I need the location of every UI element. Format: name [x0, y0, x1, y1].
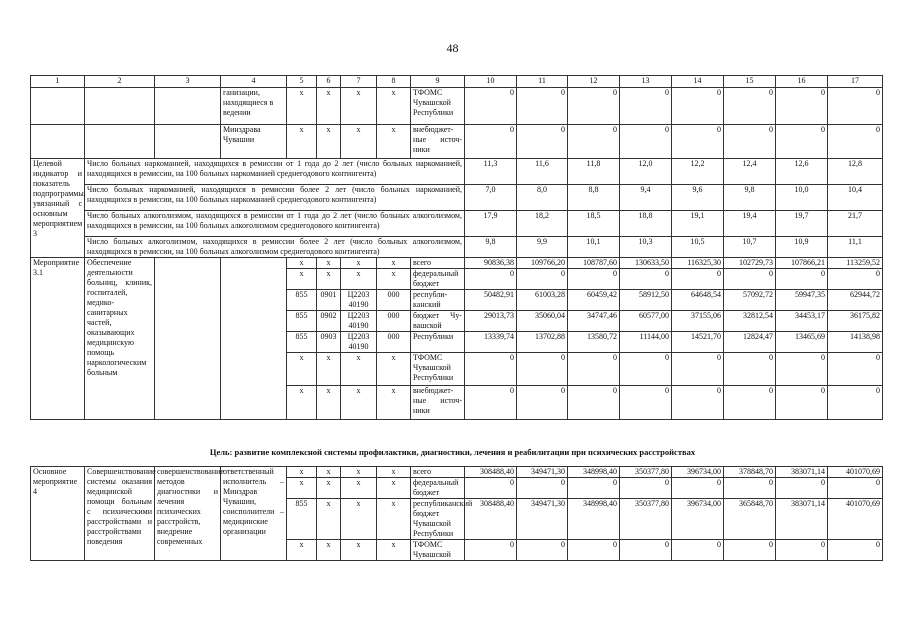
indicator-value-cell: 9,8 [465, 237, 517, 258]
value-cell: 0 [517, 386, 568, 420]
value-cell: 0 [517, 125, 568, 159]
value-cell: 0 [517, 269, 568, 290]
indicator-row [31, 159, 883, 185]
executor-cell: Минздрава Чувашии [221, 125, 287, 159]
code-cell: x [341, 88, 377, 125]
value-cell: 116325,30 [672, 258, 724, 269]
value-cell: 0 [517, 540, 568, 561]
code-cell: x [287, 467, 317, 478]
code-cell: x [341, 467, 377, 478]
code-cell: x [287, 478, 317, 499]
code-cell: x [377, 467, 411, 478]
indicator-value-cell: 21,7 [828, 211, 883, 237]
indicator-value-cell: 10,1 [568, 237, 620, 258]
code-cell: x [377, 125, 411, 159]
value-cell: 0 [620, 478, 672, 499]
value-cell: 59947,35 [776, 290, 828, 311]
value-cell: 0 [672, 386, 724, 420]
code-cell: x [317, 269, 341, 290]
indicator-value-cell: 10,7 [724, 237, 776, 258]
code-cell: x [341, 499, 377, 540]
code-cell: x [287, 125, 317, 159]
code-cell: Ц2203 40190 [341, 290, 377, 311]
code-cell: x [317, 125, 341, 159]
value-cell: 0 [672, 478, 724, 499]
indicator-value-cell: 12,4 [724, 159, 776, 185]
indicator-value-cell: 9,6 [672, 185, 724, 211]
value-cell: 0 [724, 386, 776, 420]
code-cell: x [377, 353, 411, 386]
indicator-value-cell: 10,0 [776, 185, 828, 211]
indicator-text-cell: Число больных наркоманией, находящихся в ремиссии от 1 года до 2 лет (число больных наркоманией, находящихся в ремиссии, на 100 больных наркоманией среднегодового контингента) [85, 159, 465, 185]
indicator-value-cell: 12,2 [672, 159, 724, 185]
value-cell: 13465,69 [776, 332, 828, 353]
code-cell: Ц2203 40190 [341, 332, 377, 353]
value-cell: 0 [517, 478, 568, 499]
value-cell: 61003,28 [517, 290, 568, 311]
code-cell: x [287, 540, 317, 561]
measure-tasks-cell: совершенствование методов диагностики и лечения психических расстройств, внедрение современных [155, 467, 221, 561]
code-cell: 855 [287, 290, 317, 311]
table-row [31, 258, 883, 269]
value-cell: 34747,46 [568, 311, 620, 332]
code-cell: 855 [287, 499, 317, 540]
value-cell: 0 [672, 540, 724, 561]
indicator-value-cell: 18,8 [620, 211, 672, 237]
value-cell: 0 [517, 88, 568, 125]
value-cell: 12824,47 [724, 332, 776, 353]
value-cell: 0 [776, 269, 828, 290]
indicator-row [31, 185, 883, 211]
code-cell: 000 [377, 290, 411, 311]
value-cell: 383071,14 [776, 499, 828, 540]
indicator-value-cell: 19,1 [672, 211, 724, 237]
column-number-row [31, 76, 883, 88]
value-cell: 108787,60 [568, 258, 620, 269]
code-cell: x [287, 269, 317, 290]
value-cell: 401070,69 [828, 499, 883, 540]
value-cell: 308488,40 [465, 499, 517, 540]
value-cell: 113259,52 [828, 258, 883, 269]
value-cell: 102729,73 [724, 258, 776, 269]
indicator-value-cell: 10,9 [776, 237, 828, 258]
value-cell: 0 [517, 353, 568, 386]
code-cell: x [377, 88, 411, 125]
value-cell: 0 [828, 540, 883, 561]
value-cell: 396734,00 [672, 467, 724, 478]
column-number-cell: 9 [411, 76, 465, 88]
column-number-cell: 5 [287, 76, 317, 88]
code-cell: x [377, 499, 411, 540]
value-cell: 50482,91 [465, 290, 517, 311]
column-number-cell: 16 [776, 76, 828, 88]
code-cell: x [287, 386, 317, 420]
empty-cell [31, 88, 85, 125]
value-cell: 349471,30 [517, 467, 568, 478]
value-cell: 0 [828, 353, 883, 386]
indicator-text-cell: Число больных алкоголизмом, находящихся в ремиссии от 1 года до 2 лет (число больных алкоголизмом, находящихся в ремиссии, на 100 больных алкоголизмом среднегодового контингента) [85, 211, 465, 237]
column-number-cell: 14 [672, 76, 724, 88]
code-cell: x [287, 88, 317, 125]
table-row [31, 88, 883, 125]
indicator-value-cell: 8,0 [517, 185, 568, 211]
funding-source-cell: внебюджет-ные источ-ники [411, 386, 465, 420]
indicator-text-cell: Число больных алкоголизмом, находящихся в ремиссии более 2 лет (число больных алкоголизмом, находящихся в ремиссии, на 100 больных алкоголизмом среднегодового контингента) [85, 237, 465, 258]
value-cell: 0 [568, 386, 620, 420]
funding-source-cell: бюджет Чу-вашской [411, 311, 465, 332]
value-cell: 0 [776, 540, 828, 561]
value-cell: 0 [568, 478, 620, 499]
indicator-value-cell: 9,9 [517, 237, 568, 258]
code-cell: x [341, 125, 377, 159]
value-cell: 0 [465, 386, 517, 420]
code-cell: 0903 [317, 332, 341, 353]
value-cell: 29013,73 [465, 311, 517, 332]
value-cell: 0 [828, 125, 883, 159]
value-cell: 0 [465, 125, 517, 159]
value-cell: 0 [776, 125, 828, 159]
value-cell: 0 [776, 478, 828, 499]
value-cell: 0 [672, 353, 724, 386]
budget-table-top [30, 75, 883, 420]
code-cell: 855 [287, 311, 317, 332]
indicator-value-cell: 18,5 [568, 211, 620, 237]
indicator-value-cell: 11,6 [517, 159, 568, 185]
funding-source-cell: внебюджет-ные источ-ники [411, 125, 465, 159]
value-cell: 348998,40 [568, 467, 620, 478]
code-cell: x [317, 88, 341, 125]
indicator-value-cell: 12,6 [776, 159, 828, 185]
column-number-cell: 7 [341, 76, 377, 88]
code-cell: x [341, 269, 377, 290]
column-number-cell: 6 [317, 76, 341, 88]
table-row [31, 125, 883, 159]
value-cell: 0 [568, 125, 620, 159]
column-number-cell: 2 [85, 76, 155, 88]
value-cell: 107866,21 [776, 258, 828, 269]
indicator-value-cell: 9,8 [724, 185, 776, 211]
code-cell: x [377, 478, 411, 499]
empty-cell [31, 125, 85, 159]
funding-source-cell: ТФОМС Чувашской Республики [411, 88, 465, 125]
code-cell: x [377, 540, 411, 561]
indicator-value-cell: 19,7 [776, 211, 828, 237]
code-cell: x [317, 478, 341, 499]
value-cell: 0 [724, 478, 776, 499]
value-cell: 0 [672, 125, 724, 159]
value-cell: 0 [724, 269, 776, 290]
indicator-text-cell: Число больных наркоманией, находящихся в ремиссии более 2 лет (число больных наркоманией, находящихся в ремиссии, на 100 больных наркоманией среднегодового контингента) [85, 185, 465, 211]
code-cell: x [341, 478, 377, 499]
funding-source-cell: всего [411, 258, 465, 269]
code-cell: x [377, 269, 411, 290]
value-cell: 13580,72 [568, 332, 620, 353]
value-cell: 109766,20 [517, 258, 568, 269]
value-cell: 64648,54 [672, 290, 724, 311]
code-cell: x [317, 499, 341, 540]
column-number-cell: 8 [377, 76, 411, 88]
value-cell: 14138,98 [828, 332, 883, 353]
empty-cell [155, 88, 221, 125]
value-cell: 0 [568, 269, 620, 290]
code-cell: 855 [287, 332, 317, 353]
value-cell: 0 [620, 386, 672, 420]
value-cell: 0 [568, 353, 620, 386]
code-cell: x [341, 386, 377, 420]
value-cell: 0 [620, 269, 672, 290]
value-cell: 0 [620, 88, 672, 125]
indicator-value-cell: 17,9 [465, 211, 517, 237]
goal-heading: Цель: развитие комплексной системы профилактики, диагностики, лечения и реабилитации при психических расстройствах [209, 447, 696, 457]
code-cell: 000 [377, 311, 411, 332]
value-cell: 0 [620, 353, 672, 386]
indicator-value-cell: 12,0 [620, 159, 672, 185]
value-cell: 0 [724, 353, 776, 386]
value-cell: 57092,72 [724, 290, 776, 311]
value-cell: 37155,06 [672, 311, 724, 332]
value-cell: 60577,00 [620, 311, 672, 332]
page-number: 48 [446, 41, 459, 55]
column-number-cell: 3 [155, 76, 221, 88]
code-cell: x [317, 353, 341, 386]
empty-cell [155, 258, 221, 420]
column-number-cell: 4 [221, 76, 287, 88]
value-cell: 34453,17 [776, 311, 828, 332]
value-cell: 14521,70 [672, 332, 724, 353]
indicator-value-cell: 19,4 [724, 211, 776, 237]
indicator-value-cell: 11,1 [828, 237, 883, 258]
value-cell: 35060,04 [517, 311, 568, 332]
column-number-cell: 13 [620, 76, 672, 88]
value-cell: 0 [828, 269, 883, 290]
value-cell: 383071,14 [776, 467, 828, 478]
code-cell: x [317, 540, 341, 561]
value-cell: 0 [465, 353, 517, 386]
funding-source-cell: федеральный бюджет [411, 269, 465, 290]
value-cell: 0 [776, 88, 828, 125]
indicator-value-cell: 10,3 [620, 237, 672, 258]
column-number-cell: 12 [568, 76, 620, 88]
value-cell: 0 [620, 125, 672, 159]
value-cell: 350377,80 [620, 467, 672, 478]
code-cell: x [341, 353, 377, 386]
funding-source-cell: всего [411, 467, 465, 478]
indicator-value-cell: 11,8 [568, 159, 620, 185]
measure-description-cell: Совершенствование системы оказания медицинской помощи больным с психическими расстройствами и расстройствами поведения [85, 467, 155, 561]
column-number-cell: 10 [465, 76, 517, 88]
value-cell: 62944,72 [828, 290, 883, 311]
value-cell: 378848,70 [724, 467, 776, 478]
code-cell: x [377, 386, 411, 420]
value-cell: 348998,40 [568, 499, 620, 540]
budget-table-bottom [30, 466, 883, 561]
value-cell: 0 [465, 88, 517, 125]
value-cell: 365848,70 [724, 499, 776, 540]
measure-description-cell: Обеспечение деятельности больниц, клиник, госпиталей, медико-санитарных частей, оказывающих медицинскую помощь наркологическим больным [85, 258, 155, 420]
value-cell: 0 [620, 540, 672, 561]
indicator-row [31, 237, 883, 258]
column-number-cell: 11 [517, 76, 568, 88]
code-cell: 000 [377, 332, 411, 353]
code-cell: x [377, 258, 411, 269]
indicator-value-cell: 10,4 [828, 185, 883, 211]
funding-source-cell: ТФОМС Чувашской [411, 540, 465, 561]
value-cell: 0 [465, 478, 517, 499]
value-cell: 0 [465, 269, 517, 290]
value-cell: 0 [724, 540, 776, 561]
executor-cell: ответственный исполнитель – Минздрав Чувашии, соисполнители – медицинские организации [221, 467, 287, 561]
code-cell: x [341, 540, 377, 561]
funding-source-cell: федеральный бюджет [411, 478, 465, 499]
executor-cell: ганизации, находящиеся в ведении [221, 88, 287, 125]
value-cell: 401070,69 [828, 467, 883, 478]
indicator-value-cell: 18,2 [517, 211, 568, 237]
value-cell: 0 [672, 269, 724, 290]
code-cell: Ц2203 40190 [341, 311, 377, 332]
funding-source-cell: ТФОМС Чувашской Республики [411, 353, 465, 386]
code-cell: x [287, 258, 317, 269]
code-cell: x [317, 467, 341, 478]
funding-source-cell: республиканский бюджет Чувашской Республики [411, 499, 465, 540]
indicator-value-cell: 8,8 [568, 185, 620, 211]
indicator-label-cell: Целевой индикатор и показатель подпрограммы, увязанный с основным мероприятием 3 [31, 159, 85, 258]
code-cell: 0902 [317, 311, 341, 332]
value-cell: 350377,80 [620, 499, 672, 540]
funding-source-cell: республи-канский [411, 290, 465, 311]
column-number-cell: 17 [828, 76, 883, 88]
empty-cell [155, 125, 221, 159]
value-cell: 308488,40 [465, 467, 517, 478]
value-cell: 58912,50 [620, 290, 672, 311]
column-number-cell: 15 [724, 76, 776, 88]
value-cell: 0 [465, 540, 517, 561]
indicator-value-cell: 10,5 [672, 237, 724, 258]
value-cell: 0 [672, 88, 724, 125]
value-cell: 0 [828, 386, 883, 420]
indicator-value-cell: 12,8 [828, 159, 883, 185]
value-cell: 13702,88 [517, 332, 568, 353]
indicator-value-cell: 11,3 [465, 159, 517, 185]
value-cell: 396734,00 [672, 499, 724, 540]
indicator-value-cell: 7,0 [465, 185, 517, 211]
code-cell: x [317, 258, 341, 269]
value-cell: 0 [724, 88, 776, 125]
value-cell: 32812,54 [724, 311, 776, 332]
measure-name-cell: Основное мероприятие 4 [31, 467, 85, 561]
value-cell: 0 [568, 88, 620, 125]
value-cell: 0 [724, 125, 776, 159]
value-cell: 349471,30 [517, 499, 568, 540]
empty-cell [85, 125, 155, 159]
value-cell: 0 [776, 353, 828, 386]
indicator-row [31, 211, 883, 237]
code-cell: 0901 [317, 290, 341, 311]
value-cell: 130633,50 [620, 258, 672, 269]
value-cell: 0 [568, 540, 620, 561]
code-cell: x [317, 386, 341, 420]
funding-source-cell: Республики [411, 332, 465, 353]
value-cell: 36175,82 [828, 311, 883, 332]
value-cell: 13339,74 [465, 332, 517, 353]
measure-name-cell: Мероприятие 3.1 [31, 258, 85, 420]
value-cell: 0 [828, 88, 883, 125]
value-cell: 11144,00 [620, 332, 672, 353]
code-cell: x [287, 353, 317, 386]
table-row [31, 467, 883, 478]
value-cell: 0 [828, 478, 883, 499]
value-cell: 60459,42 [568, 290, 620, 311]
code-cell: x [341, 258, 377, 269]
value-cell: 90836,38 [465, 258, 517, 269]
indicator-value-cell: 9,4 [620, 185, 672, 211]
column-number-cell: 1 [31, 76, 85, 88]
empty-cell [221, 258, 287, 420]
value-cell: 0 [776, 386, 828, 420]
empty-cell [85, 88, 155, 125]
